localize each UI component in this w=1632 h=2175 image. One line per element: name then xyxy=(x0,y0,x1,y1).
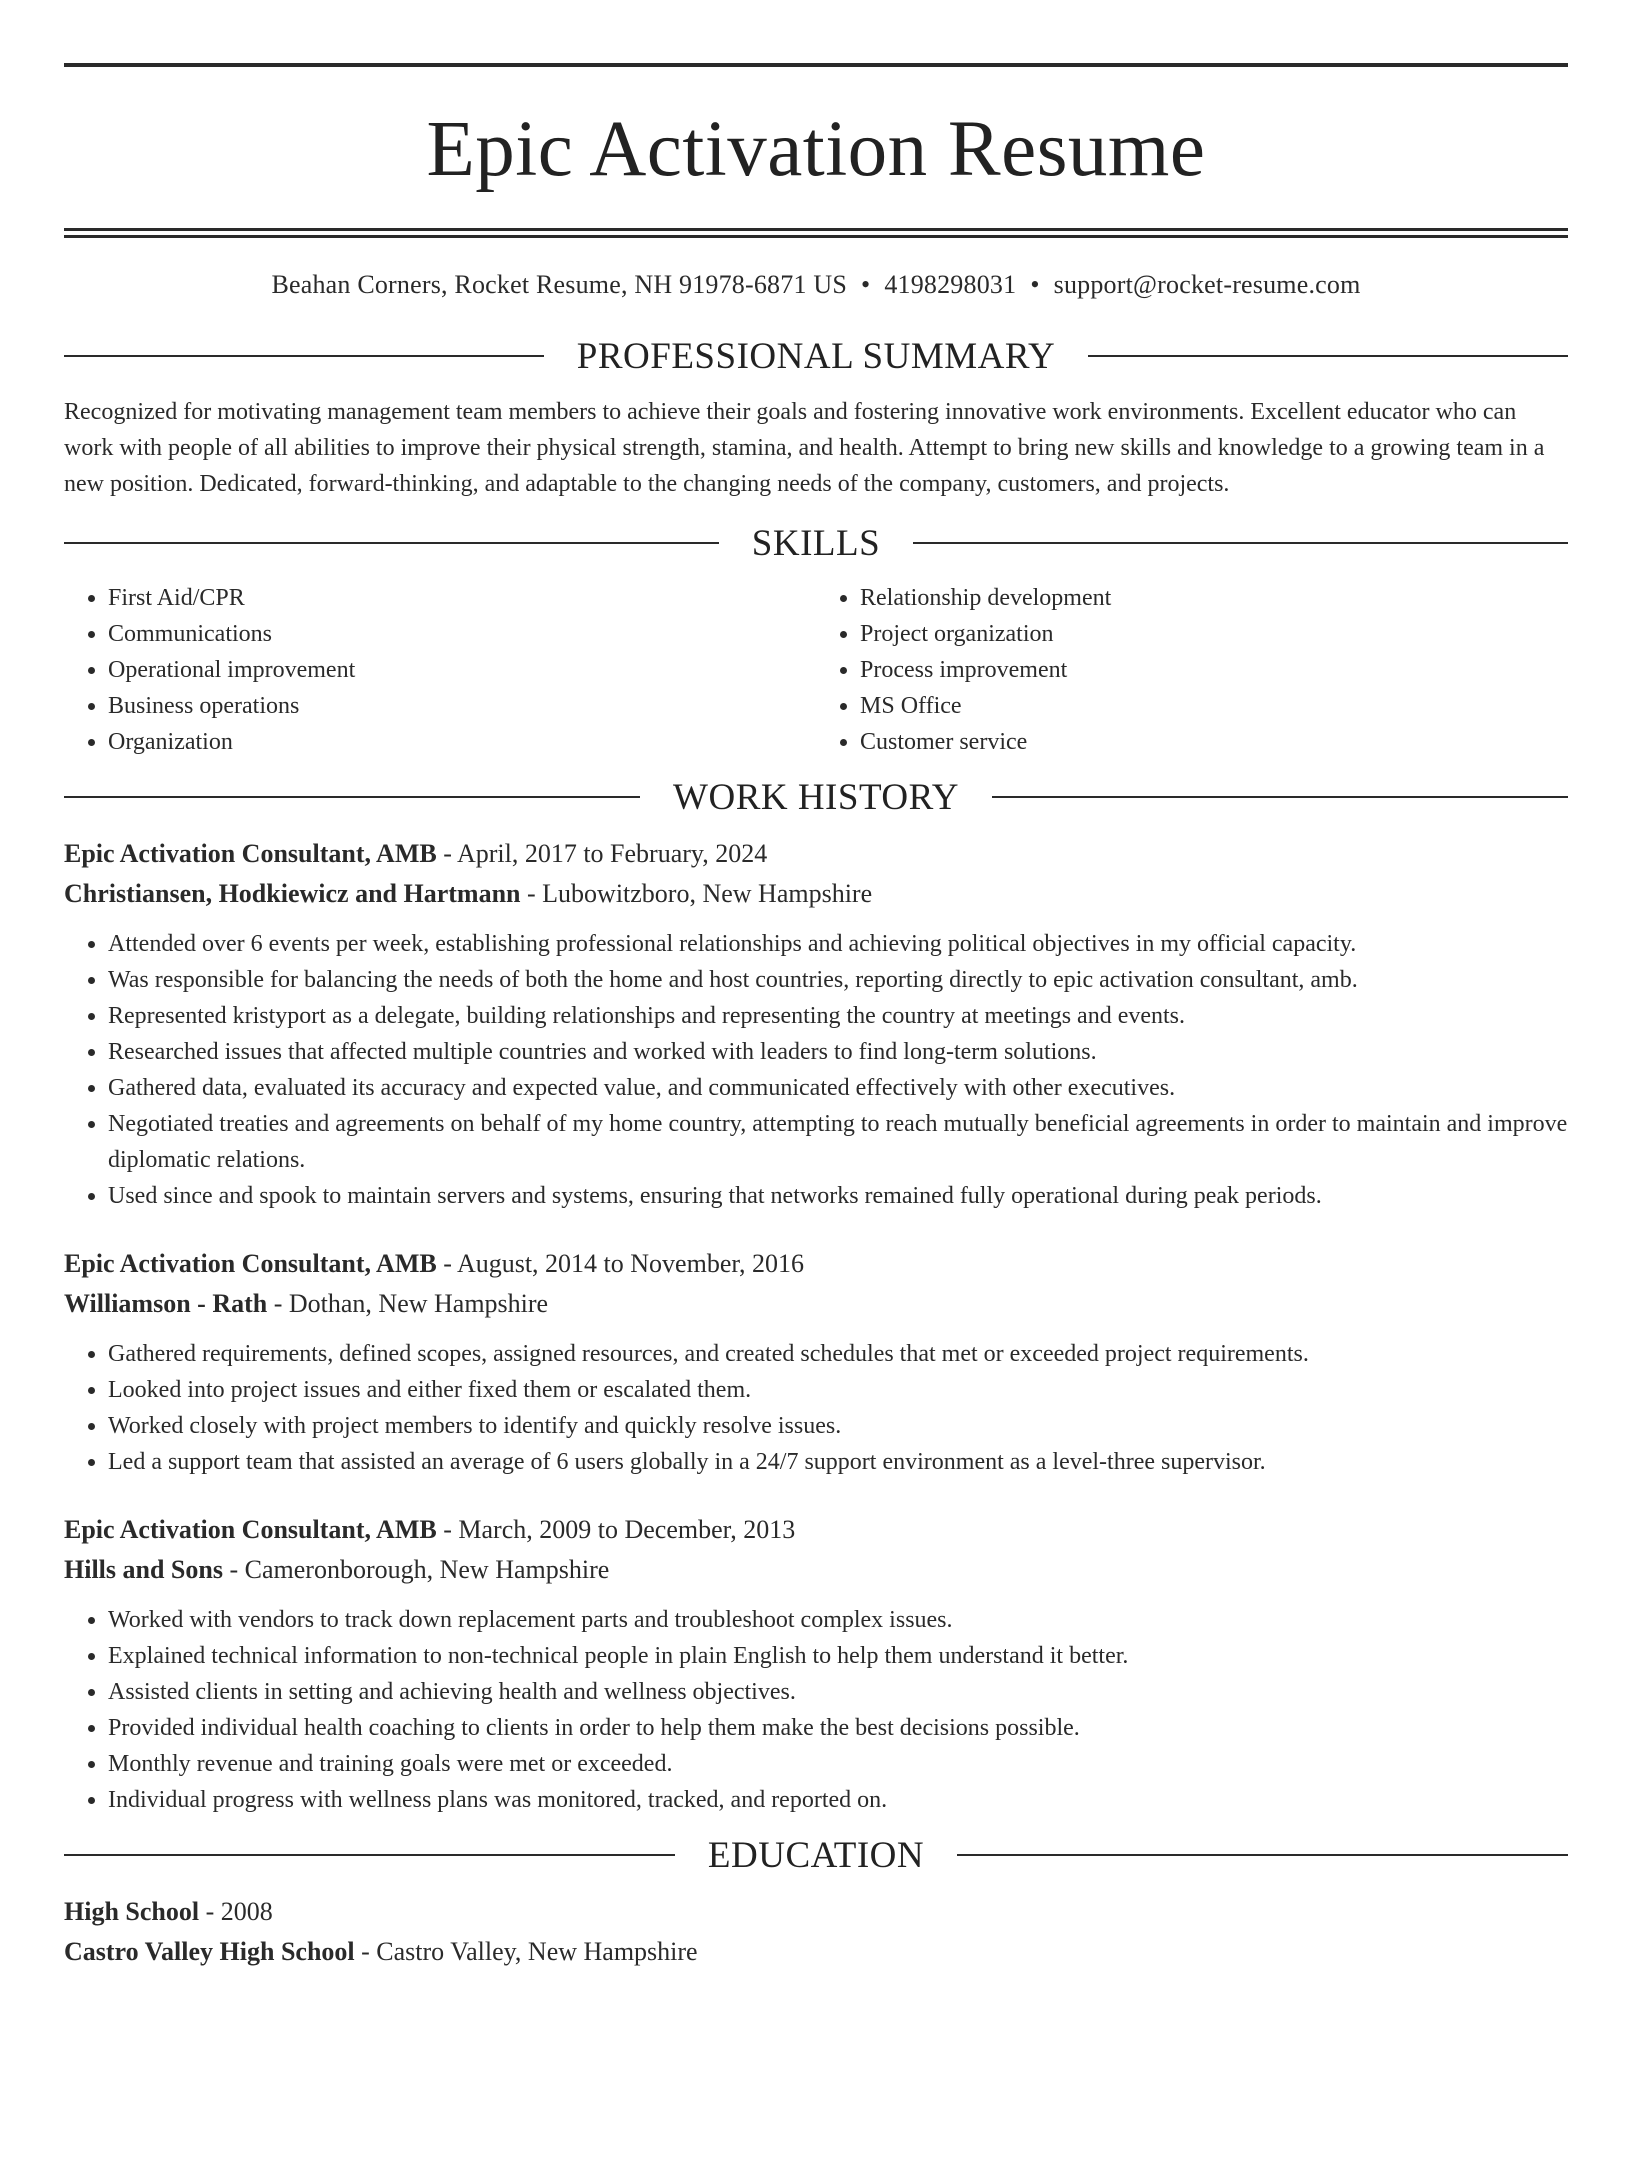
skill-item: • Project organization xyxy=(860,616,1568,652)
job-bullet: • Gathered requirements, defined scopes, assigned resources, and created schedules that met or exceeded project requirements. xyxy=(108,1336,1568,1372)
job-bullet: • Individual progress with wellness plans was monitored, tracked, and reported on. xyxy=(108,1782,1568,1818)
divider-line xyxy=(957,1854,1568,1856)
summary-heading xyxy=(64,331,1568,381)
section-title: EDUCATION xyxy=(707,1834,925,1876)
job-title-line xyxy=(64,1510,1568,1550)
job-dates: - April, 2017 to February, 2024 xyxy=(443,839,768,868)
job-dates: - August, 2014 to November, 2016 xyxy=(443,1249,804,1278)
divider-line xyxy=(992,796,1568,798)
skill-item: • Business operations xyxy=(108,688,816,724)
job-bullets xyxy=(64,926,1568,1214)
job-bullet: • Looked into project issues and either fixed them or escalated them. xyxy=(108,1372,1568,1408)
job-bullet: • Explained technical information to non-technical people in plain English to help them understand it better. xyxy=(108,1638,1568,1674)
divider-line xyxy=(64,542,719,544)
skill-item: • Process improvement xyxy=(860,652,1568,688)
job-bullet: • Monthly revenue and training goals were met or exceeded. xyxy=(108,1746,1568,1782)
contact-email: support@rocket-resume.com xyxy=(1053,270,1361,299)
education-degree: High School xyxy=(64,1897,200,1926)
skill-item: • MS Office xyxy=(860,688,1568,724)
job-entry xyxy=(64,834,1568,1214)
skill-item: • First Aid/CPR xyxy=(108,580,816,616)
job-entry xyxy=(64,1510,1568,1818)
job-bullet: • Provided individual health coaching to clients in order to help them make the best decisions possible. xyxy=(108,1710,1568,1746)
job-company: Hills and Sons xyxy=(64,1555,223,1584)
education-school-line xyxy=(64,1932,1568,1972)
section-title: WORK HISTORY xyxy=(673,776,959,818)
job-bullet: • Gathered data, evaluated its accuracy and expected value, and communicated effectively with other executives. xyxy=(108,1070,1568,1106)
skills-column-right xyxy=(816,580,1568,760)
contact-separator: • xyxy=(1030,270,1040,299)
contact-separator: • xyxy=(861,270,871,299)
job-company-line xyxy=(64,1550,1568,1590)
education-location: - Castro Valley, New Hampshire xyxy=(361,1937,698,1966)
double-rule xyxy=(64,228,1568,238)
divider-line xyxy=(913,542,1568,544)
job-bullet: • Represented kristyport as a delegate, building relationships and representing the country at meetings and events. xyxy=(108,998,1568,1034)
divider-line xyxy=(64,796,640,798)
skills-column-left xyxy=(64,580,816,760)
job-location: - Lubowitzboro, New Hampshire xyxy=(527,879,873,908)
education-school: Castro Valley High School xyxy=(64,1937,355,1966)
job-entry xyxy=(64,1244,1568,1480)
job-bullet: • Led a support team that assisted an average of 6 users globally in a 24/7 support environment as a level-three supervisor. xyxy=(108,1444,1568,1480)
summary-text: Recognized for motivating management team members to achieve their goals and fostering innovative work environments. Excellent educator who can work with people of all abilities to improve their physical strength, stamina, and health. Attempt to bring new skills and knowledge to a growing team in a new position. Dedicated, forward-thinking, and adaptable to the changing needs of the company, customers, and projects. xyxy=(64,399,1545,497)
job-bullet: • Attended over 6 events per week, establishing professional relationships and achieving political objectives in my official capacity. xyxy=(108,926,1568,962)
education-heading xyxy=(64,1830,1568,1880)
contact-line xyxy=(64,265,1568,305)
job-company: Williamson - Rath xyxy=(64,1289,268,1318)
education-year: - 2008 xyxy=(205,1897,273,1926)
job-title: Epic Activation Consultant, AMB xyxy=(64,1249,437,1278)
job-company: Christiansen, Hodkiewicz and Hartmann xyxy=(64,879,521,908)
job-location: - Cameronborough, New Hampshire xyxy=(229,1555,610,1584)
job-bullet: • Worked with vendors to track down replacement parts and troubleshoot complex issues. xyxy=(108,1602,1568,1638)
contact-address: Beahan Corners, Rocket Resume, NH 91978-6871 US xyxy=(271,270,847,299)
top-rule xyxy=(64,63,1568,67)
job-bullet: • Used since and spook to maintain servers and systems, ensuring that networks remained fully operational during peak periods. xyxy=(108,1178,1568,1214)
skill-item: • Customer service xyxy=(860,724,1568,760)
job-bullets xyxy=(64,1602,1568,1818)
skill-item: • Operational improvement xyxy=(108,652,816,688)
education-entry xyxy=(64,1892,1568,1972)
job-bullet: • Worked closely with project members to identify and quickly resolve issues. xyxy=(108,1408,1568,1444)
job-company-line xyxy=(64,874,1568,914)
job-dates: - March, 2009 to December, 2013 xyxy=(443,1515,796,1544)
skill-item: • Organization xyxy=(108,724,816,760)
job-title: Epic Activation Consultant, AMB xyxy=(64,839,437,868)
job-title-line xyxy=(64,834,1568,874)
section-title: SKILLS xyxy=(751,522,881,564)
job-bullet: • Assisted clients in setting and achieving health and wellness objectives. xyxy=(108,1674,1568,1710)
job-title-line xyxy=(64,1244,1568,1284)
job-bullet: • Researched issues that affected multiple countries and worked with leaders to find long-term solutions. xyxy=(108,1034,1568,1070)
work-heading xyxy=(64,772,1568,822)
resume-title: Epic Activation Resume xyxy=(426,106,1206,193)
education-degree-line xyxy=(64,1892,1568,1932)
job-location: - Dothan, New Hampshire xyxy=(273,1289,549,1318)
section-title: PROFESSIONAL SUMMARY xyxy=(576,335,1056,377)
skills-heading xyxy=(64,518,1568,568)
skills-list xyxy=(64,580,1568,760)
job-bullet: • Negotiated treaties and agreements on behalf of my home country, attempting to reach mutually beneficial agreements in order to maintain and improve diplomatic relations. xyxy=(108,1106,1568,1178)
job-bullets xyxy=(64,1336,1568,1480)
divider-line xyxy=(64,355,544,357)
divider-line xyxy=(1088,355,1568,357)
job-bullet: • Was responsible for balancing the needs of both the home and host countries, reporting directly to epic activation consultant, amb. xyxy=(108,962,1568,998)
contact-phone: 4198298031 xyxy=(884,270,1017,299)
skill-item: • Communications xyxy=(108,616,816,652)
divider-line xyxy=(64,1854,675,1856)
skill-item: • Relationship development xyxy=(860,580,1568,616)
job-title: Epic Activation Consultant, AMB xyxy=(64,1515,437,1544)
job-company-line xyxy=(64,1284,1568,1324)
resume-page xyxy=(0,63,1632,2175)
